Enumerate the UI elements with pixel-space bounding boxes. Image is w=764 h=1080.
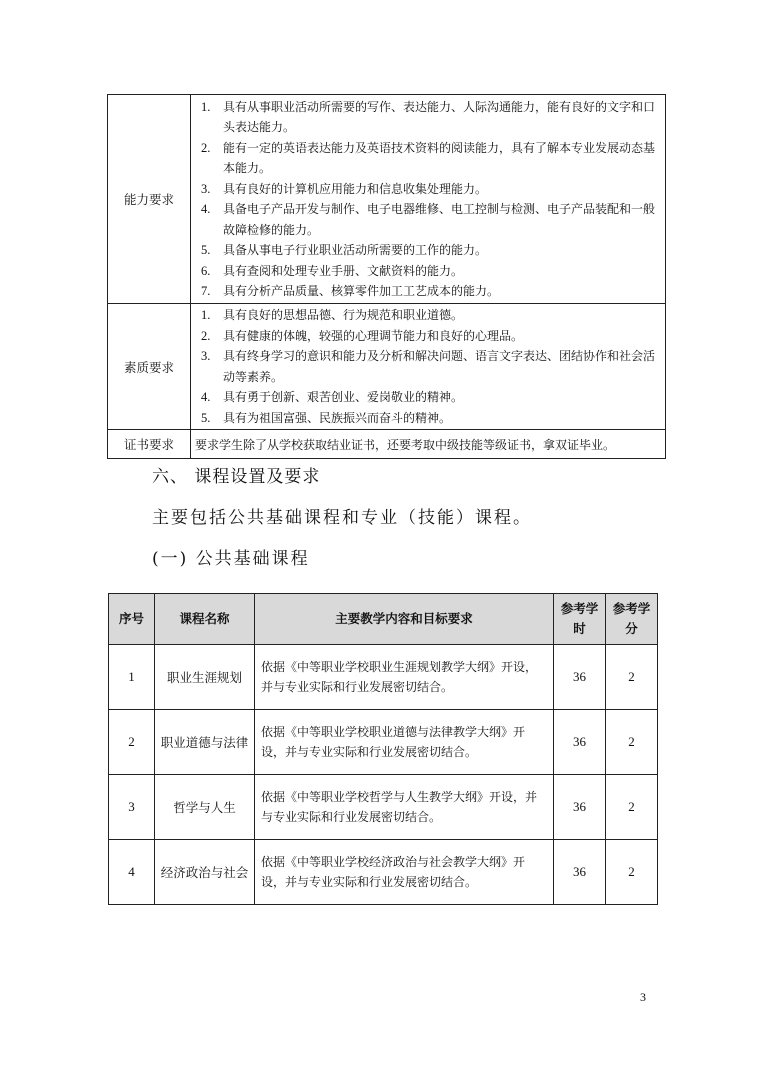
item-text: 能有一定的英语表达能力及英语技术资料的阅读能力，具有了解本专业发展动态基本能力。 <box>223 140 656 175</box>
row-name: 经济政治与社会 <box>155 840 255 905</box>
list-item <box>201 346 659 387</box>
item-text: 具有为祖国富强、民族振兴而奋斗的精神。 <box>223 410 452 425</box>
list-item <box>201 179 659 200</box>
list-item <box>201 97 659 138</box>
list-item <box>201 261 659 282</box>
item-number: 2. <box>201 328 211 343</box>
ability-items-cell <box>191 95 666 304</box>
quality-list <box>201 305 659 428</box>
list-item <box>201 387 659 408</box>
item-text: 具备电子产品开发与制作、电子电器维修、电工控制与检测、电子产品装配和一般故障检修的能力。 <box>223 202 656 237</box>
row-credits: 2 <box>606 840 658 905</box>
table-header-row <box>109 594 658 645</box>
item-number: 7. <box>201 284 211 298</box>
table-row <box>109 710 658 775</box>
row-num: 4 <box>109 840 155 905</box>
item-number: 5. <box>201 410 211 425</box>
item-text: 具有终身学习的意识和能力及分析和解决问题、语言文字表达、团结协作和社会活动等素养。 <box>223 349 656 384</box>
certificate-text: 要求学生除了从学校获取结业证书，还要考取中级技能等级证书，拿双证毕业。 <box>191 430 666 459</box>
item-number: 4. <box>201 202 211 216</box>
course-table <box>108 593 658 905</box>
table-row <box>109 645 658 710</box>
list-item <box>201 305 659 326</box>
row-name: 职业道德与法律 <box>155 710 255 775</box>
intro-text: 主要包括公共基础课程和专业（技能）课程。 <box>152 508 532 528</box>
item-text: 具备从事电子行业职业活动所需要的工作的能力。 <box>223 243 488 257</box>
row-num: 2 <box>109 710 155 775</box>
item-text: 具有分析产品质量、核算零件加工工艺成本的能力。 <box>223 284 500 298</box>
header-content: 主要教学内容和目标要求 <box>255 594 554 645</box>
row-hours: 36 <box>554 645 606 710</box>
row-credits: 2 <box>606 645 658 710</box>
ability-list <box>201 97 659 302</box>
item-number: 3. <box>201 181 211 196</box>
list-item <box>201 240 659 261</box>
header-credits: 参考学分 <box>606 594 658 645</box>
header-hours: 参考学时 <box>554 594 606 645</box>
quality-items-cell <box>191 304 666 430</box>
page-number: 3 <box>640 990 646 1004</box>
item-number: 1. <box>201 308 211 322</box>
row-name: 哲学与人生 <box>155 775 255 840</box>
item-text: 具有从事职业活动所需要的写作、表达能力、人际沟通能力，能有良好的文字和口头表达能力。 <box>223 99 656 134</box>
row-num: 1 <box>109 645 155 710</box>
item-number: 1. <box>201 99 211 114</box>
certificate-row <box>108 430 666 459</box>
item-text: 具有良好的思想品德、行为规范和职业道德。 <box>223 308 464 322</box>
row-credits: 2 <box>606 775 658 840</box>
row-content: 依据《中等职业学校哲学与人生教学大纲》开设，并与专业实际和行业发展密切结合。 <box>255 775 554 840</box>
row-content: 依据《中等职业学校职业生涯规划教学大纲》开设，并与专业实际和行业发展密切结合。 <box>255 645 554 710</box>
row-content: 依据《中等职业学校职业道德与法律教学大纲》开设，并与专业实际和行业发展密切结合。 <box>255 710 554 775</box>
quality-label: 素质要求 <box>108 304 191 430</box>
sub-heading: (一) 公共基础课程 <box>152 549 310 569</box>
item-number: 2. <box>201 140 211 155</box>
row-credits: 2 <box>606 710 658 775</box>
item-text: 具有查阅和处理专业手册、文献资料的能力。 <box>223 263 464 278</box>
row-hours: 36 <box>554 840 606 905</box>
row-hours: 36 <box>554 710 606 775</box>
header-name: 课程名称 <box>155 594 255 645</box>
ability-row <box>108 95 666 304</box>
item-text: 具有健康的体魄，较强的心理调节能力和良好的心理品。 <box>223 328 524 343</box>
list-item <box>201 138 659 179</box>
row-content: 依据《中等职业学校经济政治与社会教学大纲》开设，并与专业实际和行业发展密切结合。 <box>255 840 554 905</box>
item-number: 6. <box>201 263 211 278</box>
table-row <box>109 840 658 905</box>
requirements-table <box>107 94 666 459</box>
list-item <box>201 326 659 347</box>
row-name: 职业生涯规划 <box>155 645 255 710</box>
quality-row <box>108 304 666 430</box>
ability-label: 能力要求 <box>108 95 191 304</box>
item-number: 5. <box>201 243 211 257</box>
item-number: 3. <box>201 349 211 363</box>
item-text: 具有勇于创新、艰苦创业、爱岗敬业的精神。 <box>223 390 464 404</box>
list-item <box>201 281 659 302</box>
certificate-label: 证书要求 <box>108 430 191 459</box>
list-item <box>201 199 659 240</box>
header-num: 序号 <box>109 594 155 645</box>
list-item <box>201 408 659 429</box>
item-number: 4. <box>201 390 211 404</box>
table-row <box>109 775 658 840</box>
row-num: 3 <box>109 775 155 840</box>
row-hours: 36 <box>554 775 606 840</box>
section-heading: 六、 课程设置及要求 <box>152 467 321 487</box>
item-text: 具有良好的计算机应用能力和信息收集处理能力。 <box>223 181 488 196</box>
